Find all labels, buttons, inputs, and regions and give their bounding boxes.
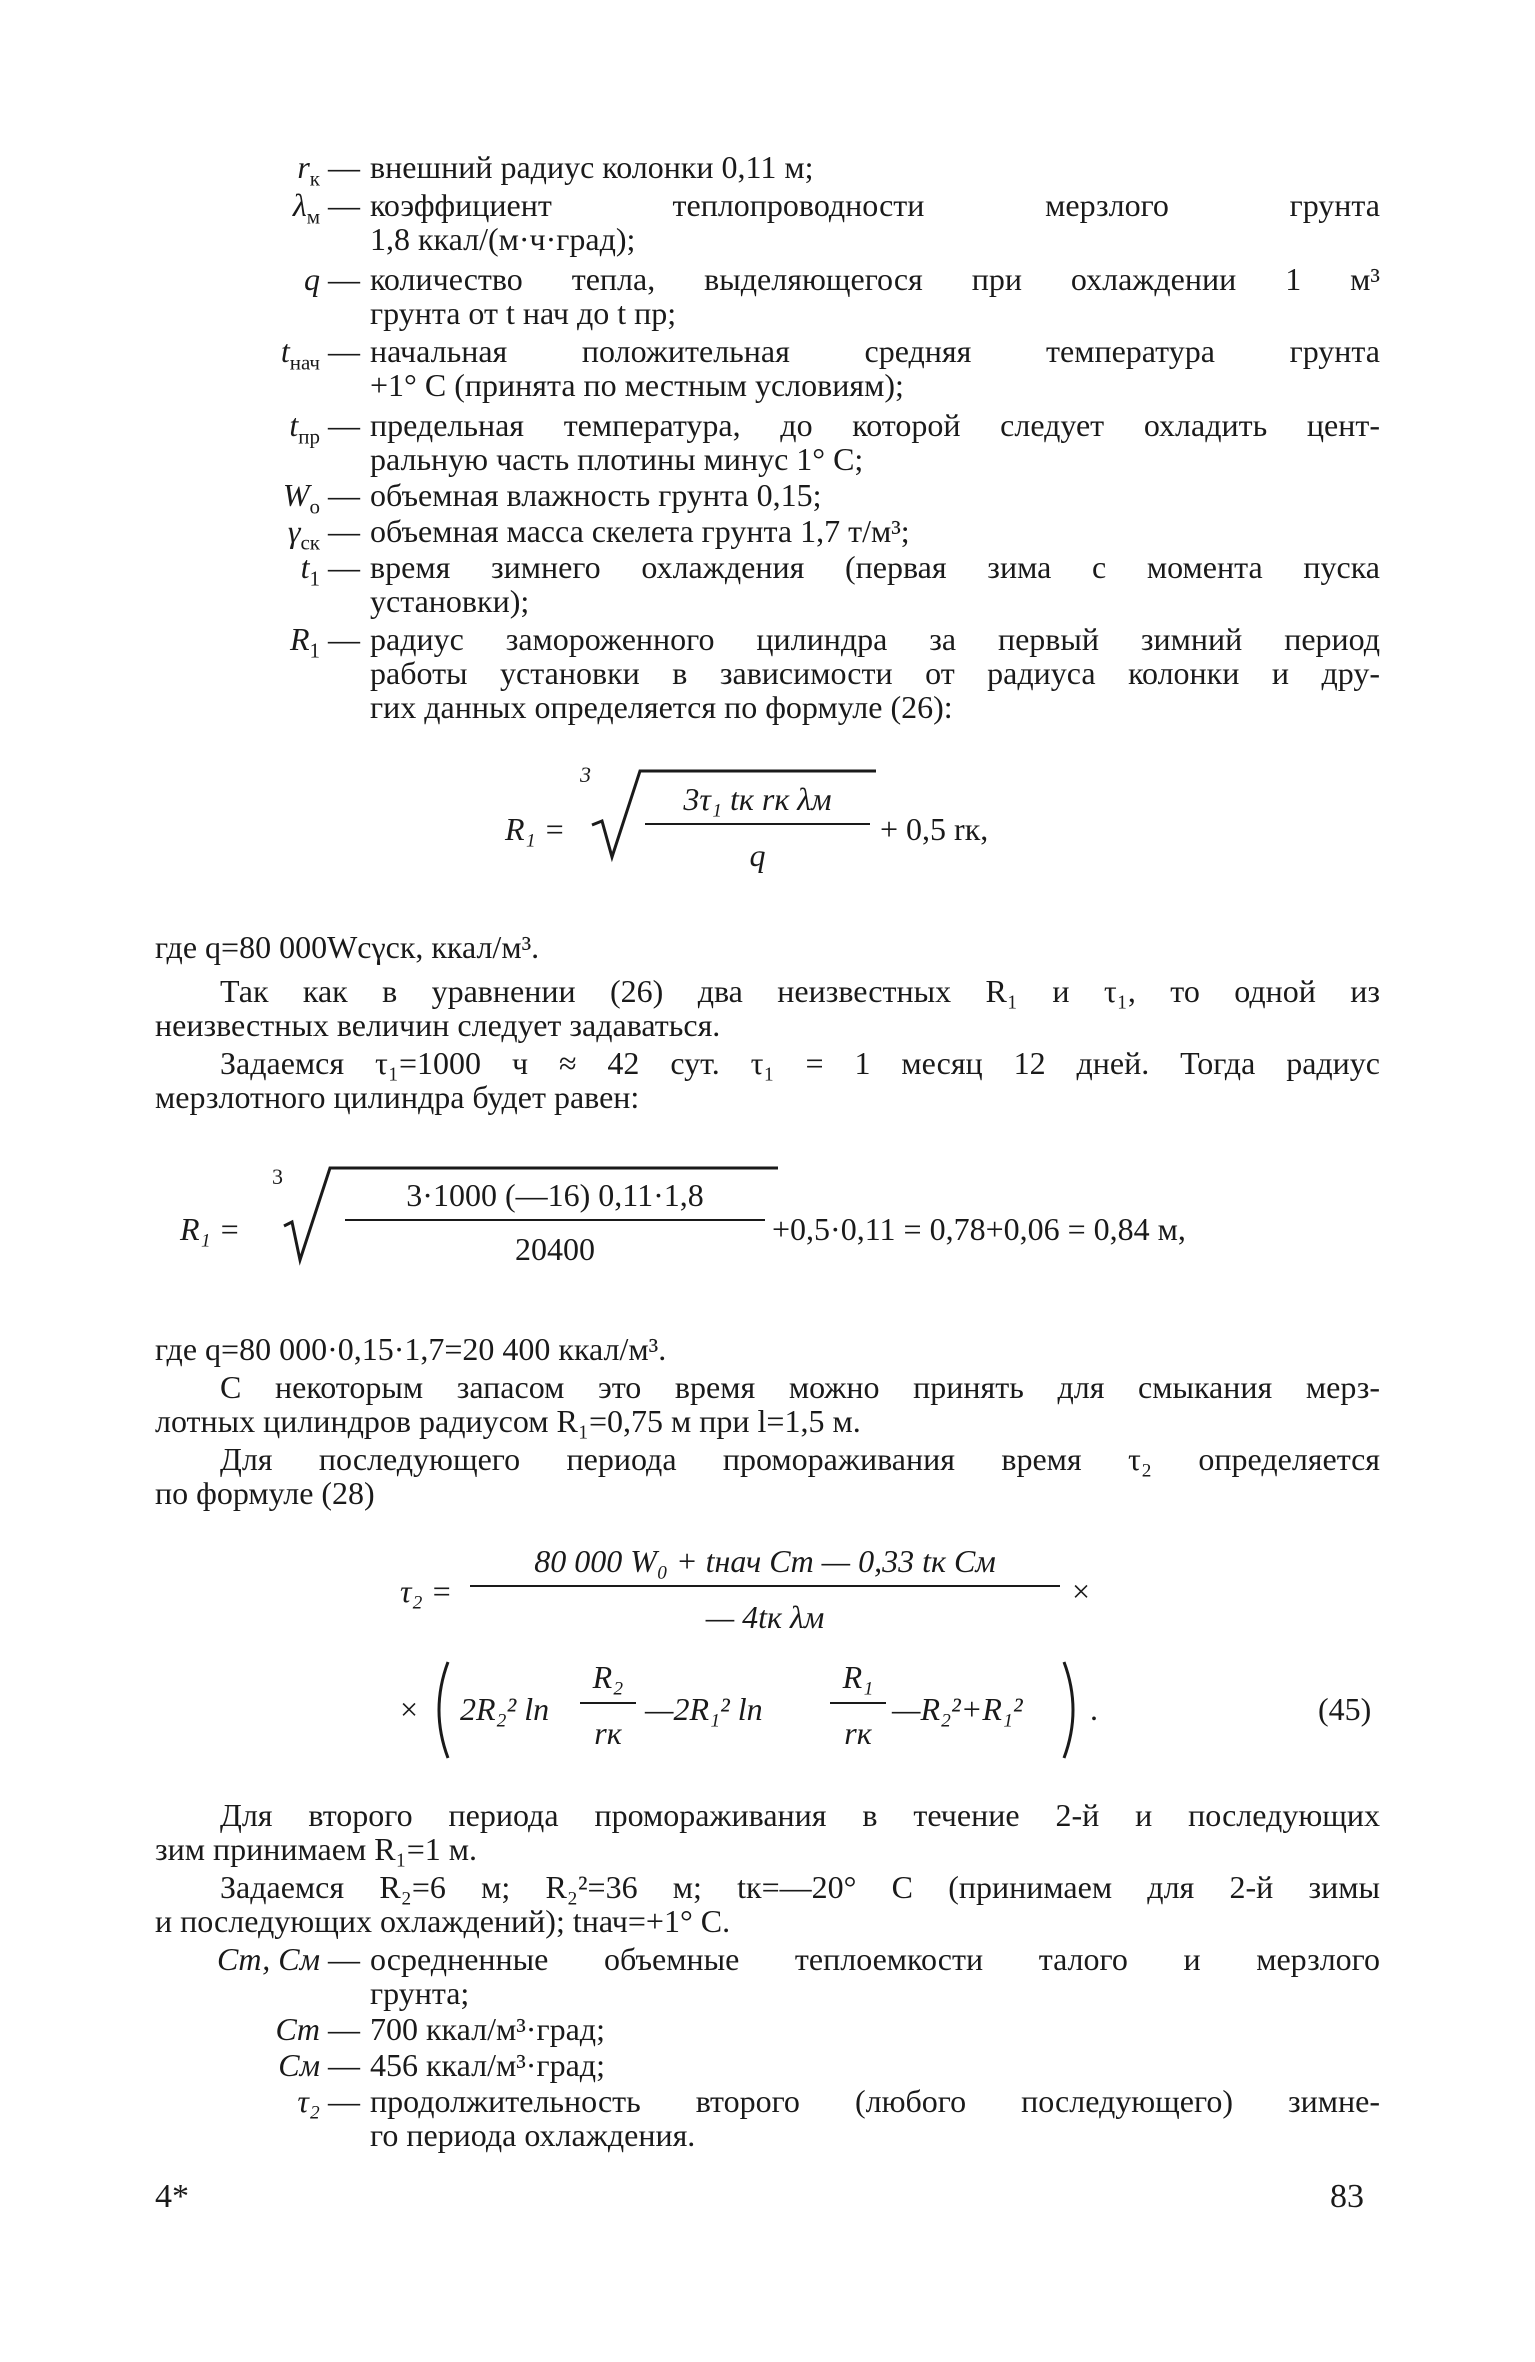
where-line: где q=80 000Wcγск, ккал/м³.	[155, 929, 540, 965]
def-symbol: Cм	[278, 2047, 320, 2083]
def-dash: —	[328, 513, 360, 549]
def-symbol: τ₂	[297, 2083, 320, 2119]
formula-times: ×	[400, 1691, 419, 1727]
def-text: время зимнего охлаждения (первая зима с момента пуска	[370, 549, 1380, 585]
formula-term: —R₂²+R₁²	[892, 1691, 1023, 1727]
where-line: где q=80 000·0,15·1,7=20 400 ккал/м³.	[155, 1331, 667, 1367]
page-number: 83	[1330, 2178, 1364, 2215]
paragraph-line: мерзлотного цилиндра будет равен:	[155, 1079, 640, 1115]
paragraph-line: и последующих охлаждений); tнач=+1° С.	[155, 1903, 731, 1939]
def-text: грунта;	[370, 1975, 470, 2011]
fraction-bar	[645, 823, 870, 825]
def-dash: —	[328, 2047, 360, 2083]
def-text: 700 ккал/м³·град;	[370, 2011, 605, 2047]
fraction-bar	[580, 1702, 636, 1704]
fraction-numerator: R₂	[592, 1659, 624, 1695]
def-text: грунта от t нач до t пр;	[370, 295, 677, 331]
def-symbol: q	[304, 261, 320, 297]
left-paren	[428, 1660, 452, 1760]
paragraph-line: С некоторым запасом это время можно принять для смыкания мерз-	[220, 1369, 1380, 1405]
formula-term: 2R₂² ln	[460, 1691, 550, 1727]
formula-lhs: R₁ =	[505, 811, 566, 847]
def-dash: —	[328, 149, 360, 185]
def-text: коэффициент теплопроводности мерзлого грунта	[370, 187, 1380, 223]
formula-denominator: q	[749, 837, 766, 873]
def-text: гих данных определяется по формуле (26):	[370, 689, 953, 725]
equation-number: (45)	[1318, 1691, 1372, 1727]
def-text: начальная положительная средняя температура грунта	[370, 333, 1380, 369]
def-text: установки);	[370, 583, 530, 619]
formula-numerator: 3·1000 (—16) 0,11·1,8	[406, 1177, 704, 1213]
def-symbol: $t_1$	[300, 549, 320, 591]
def-dash: —	[328, 1941, 360, 1977]
def-symbol: $t_{нач}$	[280, 333, 320, 375]
paragraph-line: Задаемся τ₁=1000 ч ≈ 42 сут. τ₁ = 1 месяц 12 дней. Тогда радиус	[220, 1045, 1380, 1081]
def-symbol: $\lambda_м$	[292, 187, 320, 229]
def-text: 1,8 ккал/(м·ч·град);	[370, 221, 636, 257]
paragraph-line: Так как в уравнении (26) два неизвестных R₁ и τ₁, то одной из	[220, 973, 1380, 1009]
def-text: объемная влажность грунта 0,15;	[370, 477, 822, 513]
signature-mark: 4*	[155, 2178, 189, 2215]
def-dash: —	[328, 333, 360, 369]
root-index: 3	[580, 762, 591, 787]
formula-lhs: τ₂ =	[400, 1573, 453, 1609]
paragraph-line: зим принимаем R₁=1 м.	[155, 1831, 477, 1867]
def-symbol: $r_к$	[297, 149, 320, 191]
def-text: го периода охлаждения.	[370, 2117, 696, 2153]
def-symbol: $\gamma_{ск}$	[287, 513, 320, 555]
formula-times: ×	[1072, 1573, 1091, 1609]
paragraph-line: по формуле (28)	[155, 1475, 375, 1511]
def-dash: —	[328, 187, 360, 223]
formula-lhs: R₁ =	[180, 1211, 241, 1247]
paragraph-line: Для второго периода промораживания в течение 2-й и последующих	[220, 1797, 1380, 1833]
def-dash: —	[328, 2011, 360, 2047]
formula-denominator: 20400	[515, 1231, 595, 1267]
paragraph-line: Для последующего периода промораживания время τ₂ определяется	[220, 1441, 1380, 1477]
def-symbol: $t_{пр}$	[289, 407, 320, 449]
formula-numerator: 80 000 W₀ + tнач Cт — 0,33 tк Cм	[534, 1543, 996, 1579]
right-paren	[1060, 1660, 1084, 1760]
formula-tail: + 0,5 rк,	[880, 811, 989, 847]
fraction-bar	[830, 1702, 886, 1704]
def-text: внешний радиус колонки 0,11 м;	[370, 149, 814, 185]
def-symbol: Cт	[275, 2011, 320, 2047]
def-symbol: Cт, Cм	[216, 1941, 320, 1977]
fraction-denominator: rк	[594, 1715, 622, 1751]
formula-numerator: 3τ₁ tк rк λм	[683, 781, 832, 817]
def-text: радиус замороженного цилиндра за первый зимний период	[370, 621, 1380, 657]
def-dash: —	[328, 2083, 360, 2119]
def-symbol: $W_о$	[282, 477, 320, 519]
fraction-numerator: R₁	[842, 1659, 874, 1695]
def-dash: —	[328, 407, 360, 443]
def-dash: —	[328, 477, 360, 513]
fraction-denominator: rк	[844, 1715, 872, 1751]
formula-end: .	[1090, 1691, 1098, 1727]
def-dash: —	[328, 261, 360, 297]
def-dash: —	[328, 621, 360, 657]
def-text: работы установки в зависимости от радиуса колонки и дру-	[370, 655, 1380, 691]
def-text: ральную часть плотины минус 1° С;	[370, 441, 864, 477]
paragraph-line: Задаемся R₂=6 м; R₂²=36 м; tк=—20° С (принимаем для 2-й зимы	[220, 1869, 1380, 1905]
formula-tail: +0,5·0,11 = 0,78+0,06 = 0,84 м,	[772, 1211, 1186, 1247]
def-text: объемная масса скелета грунта 1,7 т/м³;	[370, 513, 910, 549]
paragraph-line: лотных цилиндров радиусом R₁=0,75 м при l=1,5 м.	[155, 1403, 861, 1439]
def-text: продолжительность второго (любого последующего) зимне-	[370, 2083, 1380, 2119]
fraction-bar	[345, 1219, 765, 1221]
formula-term: —2R₁² ln	[645, 1691, 763, 1727]
def-text: 456 ккал/м³·град;	[370, 2047, 605, 2083]
def-text: осредненные объемные теплоемкости талого и мерзлого	[370, 1941, 1380, 1977]
fraction-bar	[470, 1585, 1060, 1587]
def-dash: —	[328, 549, 360, 585]
def-text: предельная температура, до которой следует охладить цент-	[370, 407, 1380, 443]
def-text: +1° С (принята по местным условиям);	[370, 367, 904, 403]
formula-denominator: — 4tк λм	[705, 1599, 825, 1635]
def-symbol: $R_1$	[289, 621, 320, 663]
root-index: 3	[272, 1164, 283, 1189]
def-text: количество тепла, выделяющегося при охлаждении 1 м³	[370, 261, 1380, 297]
paragraph-line: неизвестных величин следует задаваться.	[155, 1007, 721, 1043]
